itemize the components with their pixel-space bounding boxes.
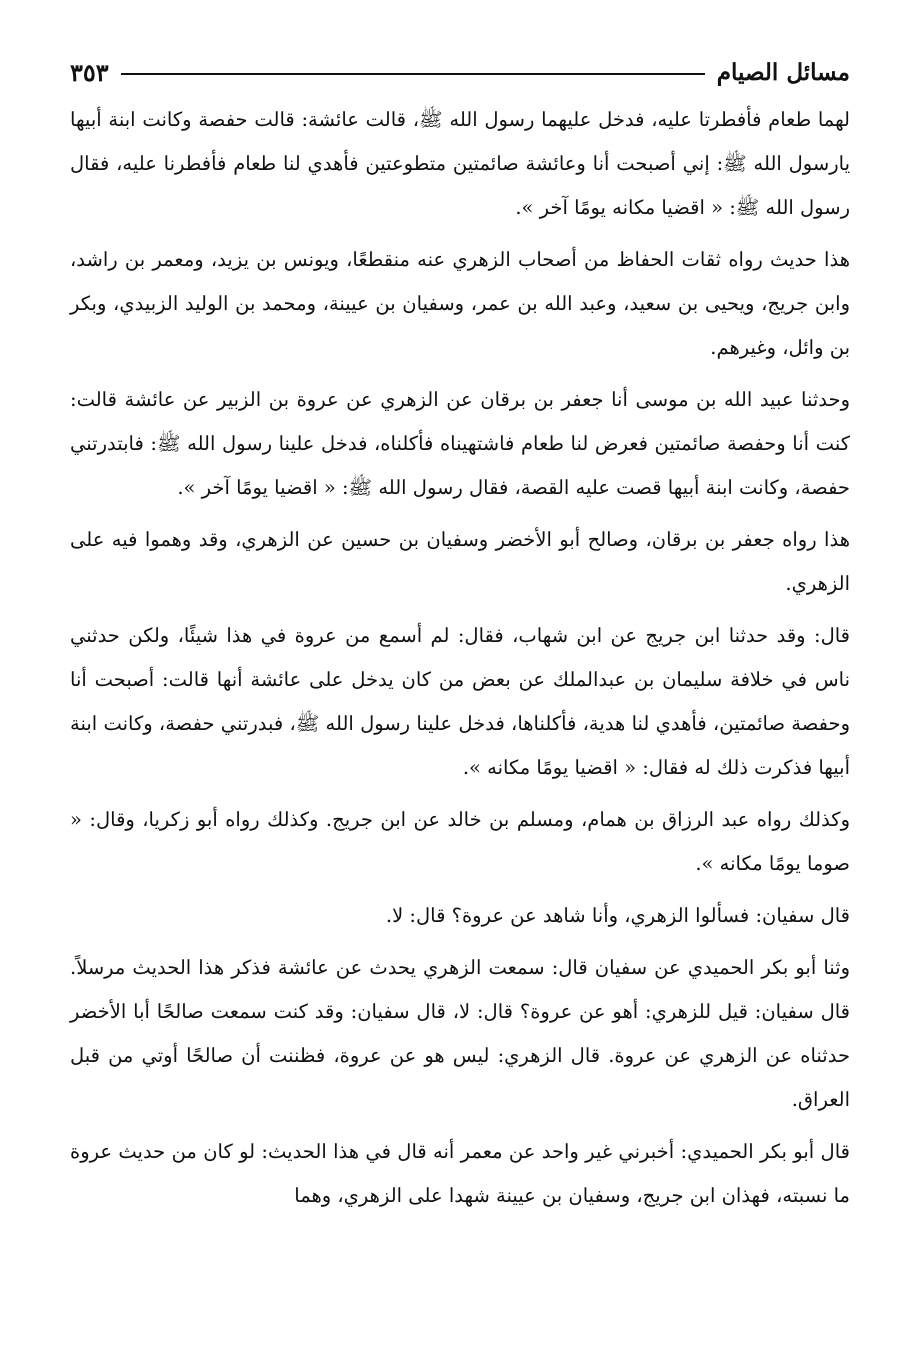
header-rule [121,73,705,75]
paragraph-3: وحدثنا عبيد الله بن موسى أنا جعفر بن برقان عن الزهري عن عروة بن الزبير عن عائشة قالت: كنت أنا وحفصة صائمتين فعرض لنا طعام فاشتهيناه فأكلناه، فدخل علينا رسول الله ﷺ: فابتدرتني حفصة، وكانت ابنة أبيها قصت عليه القصة، فقال رسول الله ﷺ: « اقضيا يومًا آخر ». [70,388,850,499]
page-body [70,98,850,1218]
page-number: ٣٥٣ [70,57,109,87]
paragraph-1: لهما طعام فأفطرتا عليه، فدخل عليهما رسول الله ﷺ، قالت عائشة: قالت حفصة وكانت ابنة أبيها يارسول الله ﷺ: إني أصبحت أنا وعائشة صائمتين متطوعتين فأهدي لنا طعام فأفطرنا عليه، فقال رسول الله ﷺ: « اقضيا مكانه يومًا آخر ». [70,108,850,219]
running-header [70,52,850,92]
book-page [70,52,850,1352]
paragraph-8: وثنا أبو بكر الحميدي عن سفيان قال: سمعت الزهري يحدث عن عائشة فذكر هذا الحديث مرسلاً. قال سفيان: قيل للزهري: أهو عن عروة؟ قال: لا، قال سفيان: وقد كنت سمعت صالحًا أبا الأخضر حدثناه عن الزهري عن عروة. قال الزهري: ليس هو عن عروة، فظننت أن صالحًا أوتي من قبل العراق. [70,956,850,1111]
paragraph-5: قال: وقد حدثنا ابن جريج عن ابن شهاب، فقال: لم أسمع من عروة في هذا شيئًا، ولكن حدثني ناس في خلافة سليمان بن عبدالملك عن بعض من كان يدخل على عائشة أنها قالت: أصبحت أنا وحفصة صائمتين، فأهدي لنا هدية، فأكلناها، فدخل علينا رسول الله ﷺ، فبدرتني حفصة، وكانت ابنة أبيها فذكرت ذلك له فقال: « اقضيا يومًا مكانه ». [70,624,850,779]
paragraph-6: وكذلك رواه عبد الرزاق بن همام، ومسلم بن خالد عن ابن جريج. وكذلك رواه أبو زكريا، وقال: « صوما يومًا مكانه ». [70,808,850,875]
paragraph-7: قال سفيان: فسألوا الزهري، وأنا شاهد عن عروة؟ قال: لا. [385,904,850,927]
paragraph-9: قال أبو بكر الحميدي: أخبرني غير واحد عن معمر أنه قال في هذا الحديث: لو كان من حديث عروة ما نسبته، فهذان ابن جريج، وسفيان بن عيينة شهدا على الزهري، وهما [70,1140,850,1207]
paragraph-2: هذا حديث رواه ثقات الحفاظ من أصحاب الزهري عنه منقطعًا، ويونس بن يزيد، ومعمر بن راشد، وابن جريج، ويحيى بن سعيد، وعبد الله بن عمر، وسفيان بن عيينة، ومحمد بن الوليد الزبيدي، وبكر بن وائل، وغيرهم. [70,248,850,359]
paragraph-4: هذا رواه جعفر بن برقان، وصالح أبو الأخضر وسفيان بن حسين عن الزهري، وقد وهموا فيه على الزهري. [70,528,850,595]
chapter-title: مسائل الصيام [716,58,850,86]
